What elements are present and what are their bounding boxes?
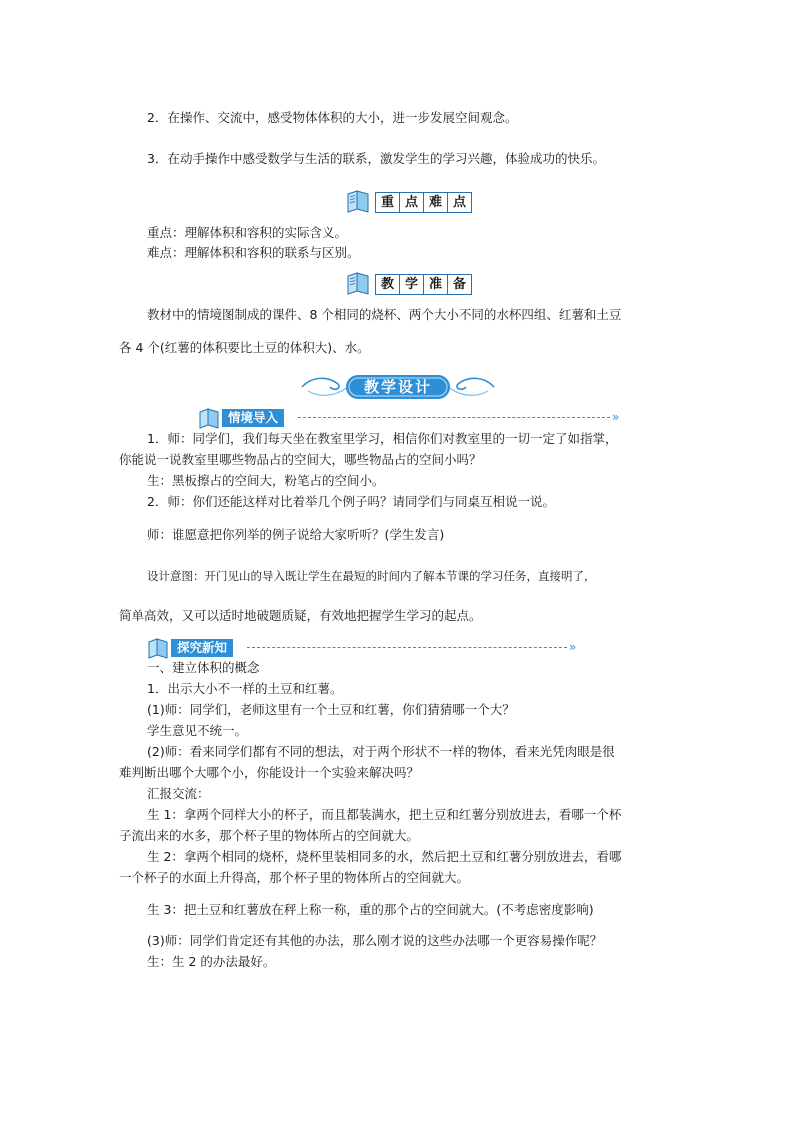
- explore-line: 1．出示大小不一样的土豆和红薯。: [147, 681, 343, 696]
- explore-line: 学生意见不统一。: [147, 723, 248, 738]
- book-icon: [345, 270, 371, 296]
- intro-line: 师：谁愿意把你列举的例子说给大家听听？(学生发言): [147, 527, 445, 542]
- key-point-focus: 重点：理解体积和容积的实际含义。: [147, 225, 348, 240]
- key-points-title: [375, 192, 472, 213]
- intro-line: 1．师：同学们，我们每天坐在教室里学习，相信你们对教室里的一切一定了如指掌，: [147, 431, 618, 446]
- explore-line: 生 1：拿两个同样大小的杯子，而且都装满水，把土豆和红薯分别放进去，看哪一个杯: [147, 807, 622, 822]
- explore-line: (2)师：看来同学们都有不同的想法，对于两个形状不一样的物体，看来光凭肉眼是很: [147, 744, 615, 759]
- double-arrow-icon: »: [612, 410, 620, 424]
- intro-section-tag: [198, 407, 628, 429]
- explore-label: 探究新知: [171, 639, 233, 657]
- explore-line: 生：生 2 的办法最好。: [147, 954, 276, 969]
- objective-item-2: 2．在操作、交流中，感受物体体积的大小，进一步发展空间观念。: [147, 110, 518, 125]
- dashed-divider: [298, 417, 610, 418]
- key-point-difficulty: 难点：理解体积和容积的联系与区别。: [147, 245, 360, 260]
- explore-line: (3)师：同学们肯定还有其他的办法，那么刚才说的这些办法哪一个更容易操作呢？: [147, 933, 603, 948]
- explore-section-tag: [147, 637, 587, 659]
- preparation-title: [375, 274, 472, 295]
- objective-item-3: 3．在动手操作中感受数学与生活的联系，激发学生的学习兴趣，体验成功的快乐。: [147, 151, 605, 166]
- book-icon: [345, 188, 371, 214]
- preparation-line-2: 各 4 个(红薯的体积要比土豆的体积大)、水。: [119, 340, 370, 355]
- book-icon: [198, 407, 220, 429]
- explore-line: 生 3：把土豆和红薯放在秤上称一称，重的那个占的空间就大。(不考虑密度影响): [147, 902, 594, 917]
- book-icon: [147, 637, 169, 659]
- explore-line: 一、建立体积的概念: [147, 660, 260, 675]
- title-char: 教: [376, 275, 400, 294]
- explore-line: 难判断出哪个大哪个小，你能设计一个实验来解决吗？: [119, 765, 420, 780]
- key-points-header: [345, 188, 485, 214]
- preparation-header: [345, 270, 485, 296]
- banner-title: 教学设计: [363, 378, 432, 396]
- title-char: 点: [448, 193, 471, 212]
- explore-line: 生 2：拿两个相同的烧杯，烧杯里装相同多的水，然后把土豆和红薯分别放进去，看哪: [147, 849, 622, 864]
- title-char: 重: [376, 193, 400, 212]
- dashed-divider: [247, 647, 567, 648]
- design-intent-line: 设计意图：开门见山的导入既让学生在最短的时间内了解本节课的学习任务，直接明了，: [147, 569, 596, 583]
- title-char: 准: [424, 275, 448, 294]
- title-char: 备: [448, 275, 471, 294]
- design-intent-line: 简单高效，又可以适时地破题质疑，有效地把握学生学习的起点。: [119, 608, 482, 623]
- teaching-design-banner: [298, 372, 498, 402]
- explore-line: 一个杯子的水面上升得高，那个杯子里的物体所占的空间就大。: [119, 870, 470, 885]
- title-char: 学: [400, 275, 424, 294]
- intro-line: 生：黑板擦占的空间大，粉笔占的空间小。: [147, 473, 385, 488]
- intro-line: 2．师：你们还能这样对比着举几个例子吗？请同学们与同桌互相说一说。: [147, 494, 555, 509]
- double-arrow-icon: »: [569, 640, 577, 654]
- explore-line: 汇报交流：: [147, 786, 210, 801]
- preparation-line-1: 教材中的情境图制成的课件、8 个相同的烧杯、两个大小不同的水杯四组、红薯和土豆: [147, 307, 622, 322]
- intro-label: 情境导入: [222, 409, 284, 427]
- intro-line: 你能说一说教室里哪些物品占的空间大，哪些物品占的空间小吗？: [119, 452, 482, 467]
- title-char: 点: [400, 193, 424, 212]
- explore-line: 子流出来的水多，那个杯子里的物体所占的空间就大。: [119, 828, 420, 843]
- title-char: 难: [424, 193, 448, 212]
- explore-line: (1)师：同学们，老师这里有一个土豆和红薯，你们猜猜哪一个大？: [147, 702, 515, 717]
